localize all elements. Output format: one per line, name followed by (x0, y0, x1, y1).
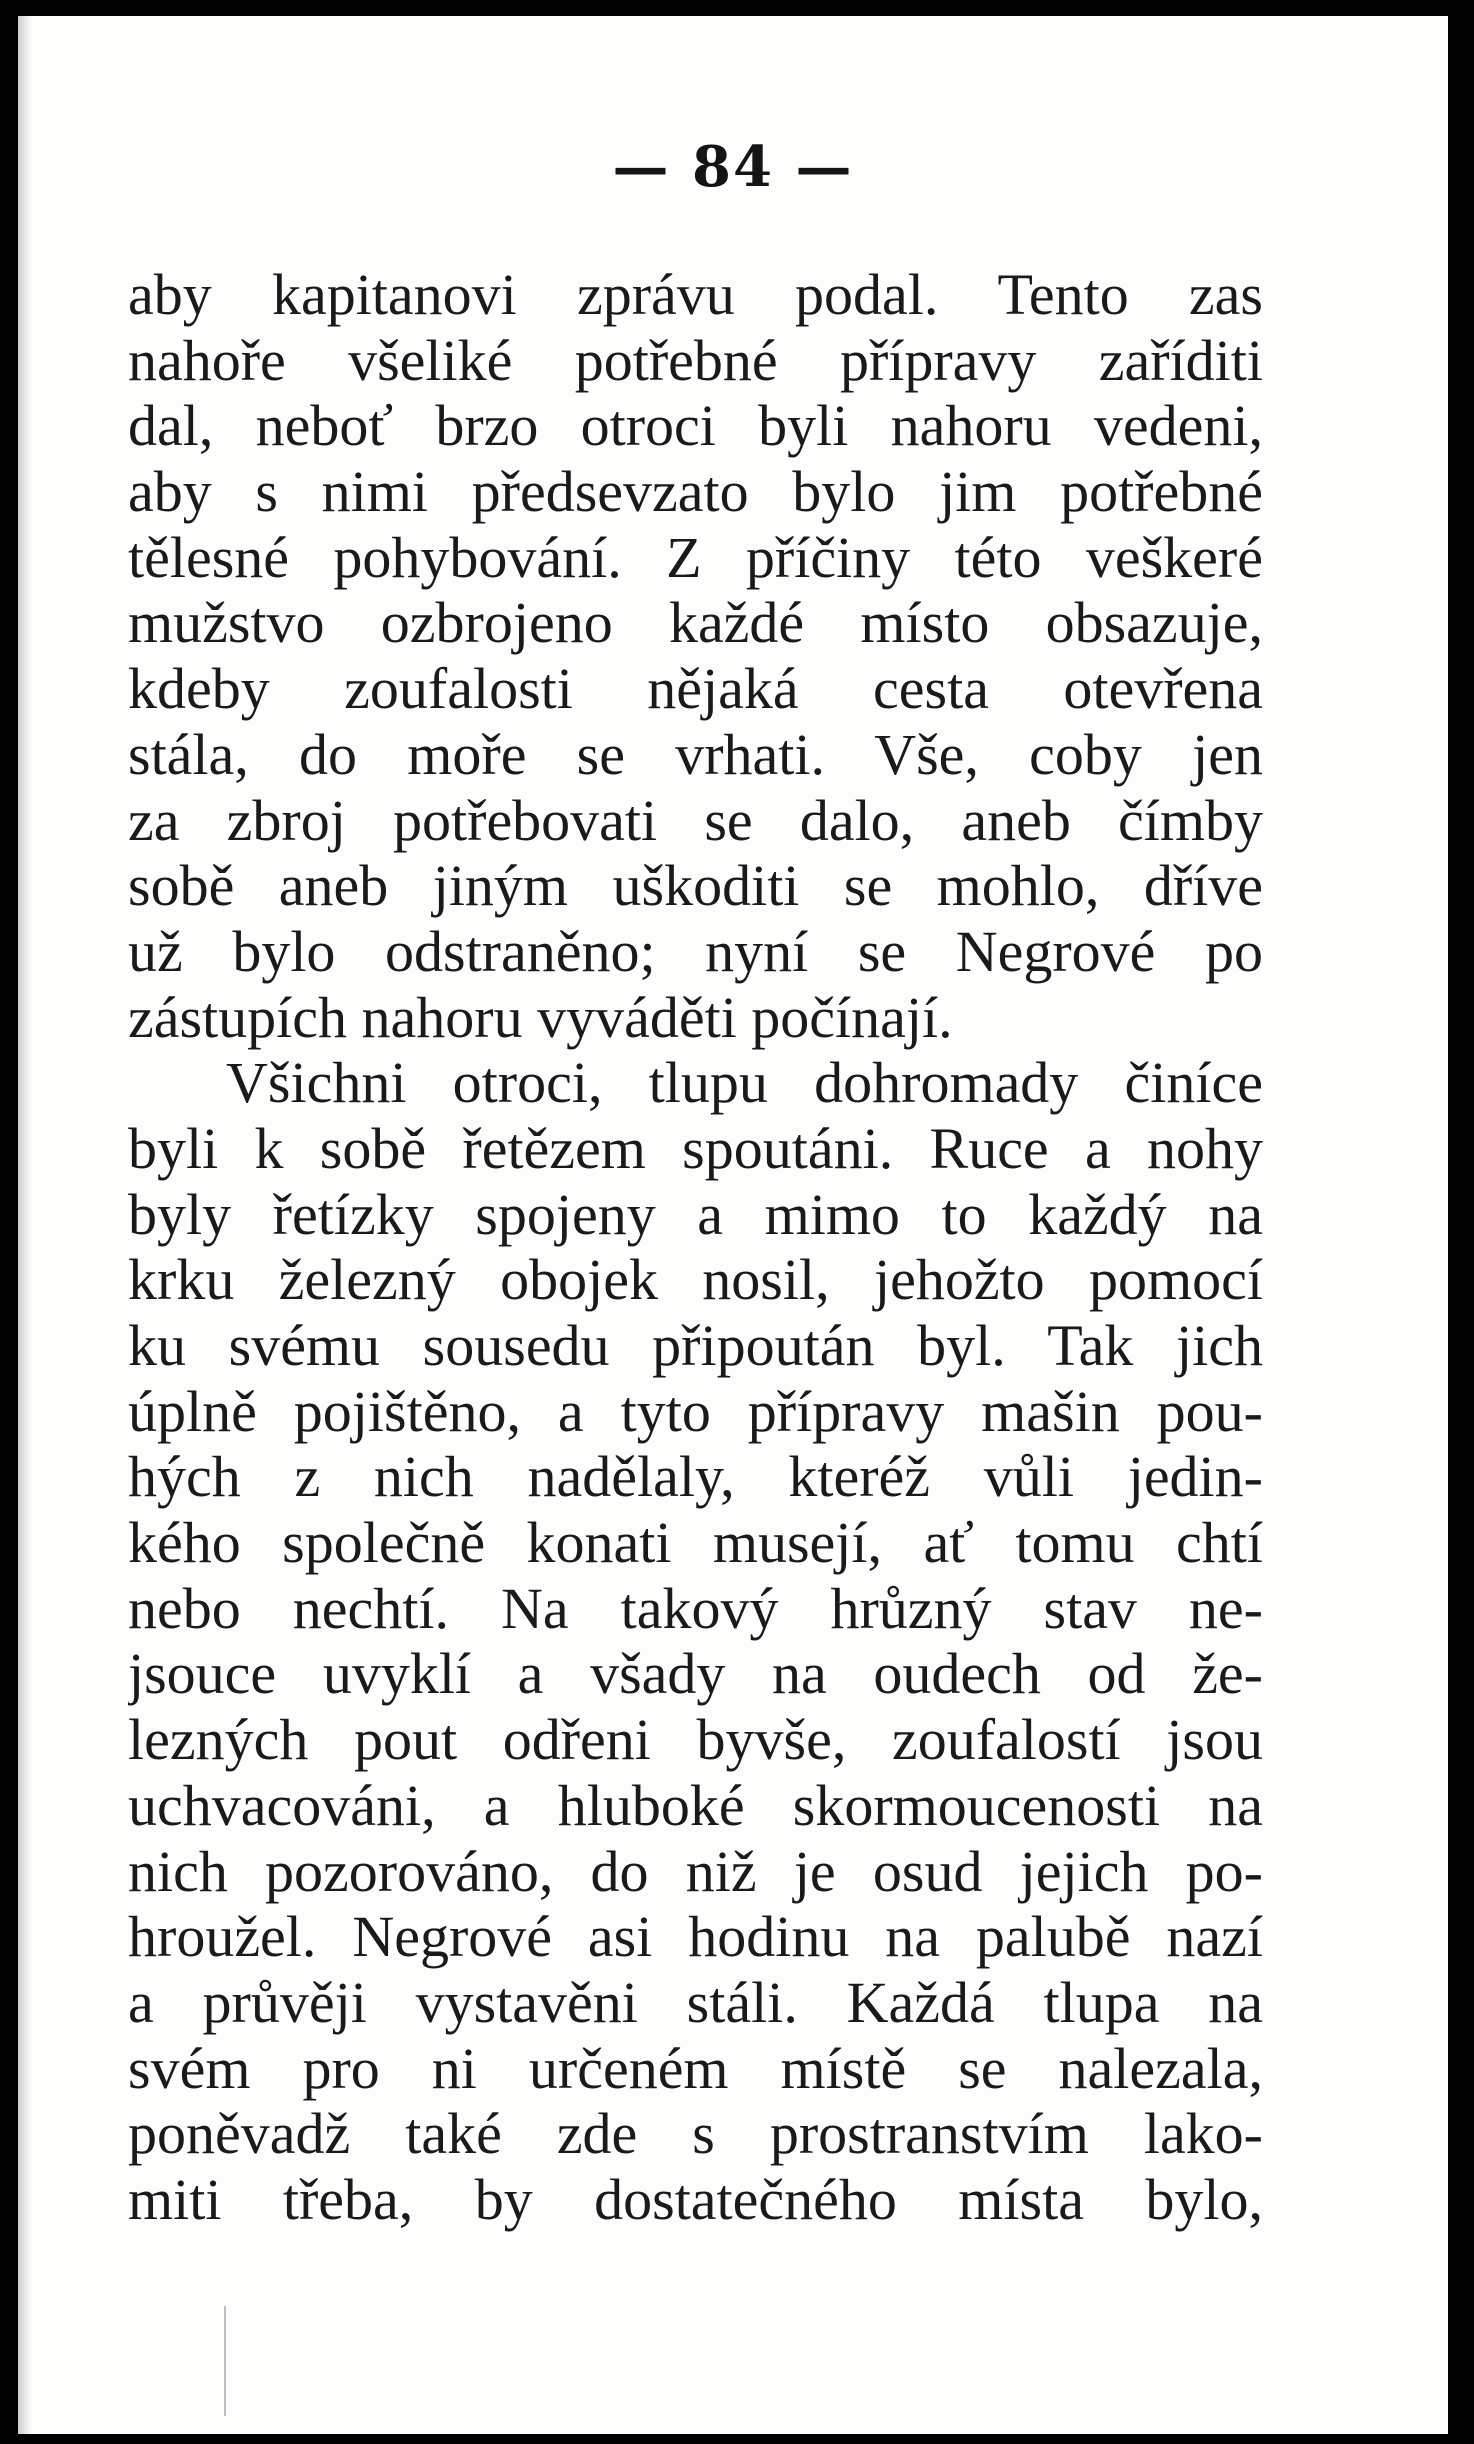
text-line: hroužel. Negrové asi hodinu na palubě nazí (128, 1904, 1263, 1970)
text-line: kého společně konati musejí, ať tomu chtí (128, 1510, 1263, 1576)
text-line: sobě aneb jiným uškoditi se mohlo, dříve (128, 853, 1263, 919)
text-line: miti třeba, by dostatečného místa bylo, (128, 2166, 1263, 2232)
text-line: ku svému sousedu připoután byl. Tak jich (128, 1313, 1263, 1378)
book-page (18, 16, 1448, 2434)
text-line: stála, do moře se vrhati. Vše, coby jen (128, 721, 1263, 787)
text-line: kdeby zoufalosti nějaká cesta otevřena (128, 656, 1263, 722)
text-line: aby s nimi předsevzato bylo jim potřebné (128, 459, 1263, 525)
page-edge-shadow (18, 16, 32, 2434)
text-line: nahoře všeliké potřebné přípravy zaříditi (128, 327, 1263, 393)
text-line: poněvadž také zde s prostranstvím lako- (128, 2101, 1263, 2167)
text-line: byli k sobě řetězem spoutáni. Ruce a nohy (128, 1115, 1263, 1181)
text-line: jsouce uvyklí a všady na oudech od že- (128, 1641, 1263, 1707)
text-line: tělesné pohybování. Z příčiny této veškeré (128, 524, 1263, 590)
text-line: svém pro ni určeném místě se nalezala, (128, 2035, 1263, 2101)
text-line: zástupích nahoru vyváděti počínají. (128, 984, 953, 1050)
text-line: úplně pojištěno, a tyto přípravy mašin pou- (128, 1378, 1263, 1444)
text-line: lezných pout odřeni byvše, zoufalostí jsou (128, 1707, 1263, 1773)
page-number: — 84 — (612, 134, 854, 200)
text-line: nebo nechtí. Na takový hrůzný stav ne- (128, 1575, 1263, 1641)
text-line: krku železný obojek nosil, jehožto pomocí (128, 1247, 1263, 1313)
text-line: byly řetízky spojeny a mimo to každý na (128, 1181, 1263, 1247)
text-line: Všichni otroci, tlupu dohromady činíce (226, 1050, 1263, 1116)
text-line: a průvěji vystavěni stáli. Každá tlupa na (128, 1969, 1263, 2035)
text-line: uchvacováni, a hluboké skormoucenosti na (128, 1772, 1263, 1838)
body-text (128, 262, 1263, 2233)
text-line: aby kapitanovi zprávu podal. Tento zas (128, 262, 1263, 327)
scan-artifact (224, 2306, 226, 2416)
text-line: už bylo odstraněno; nyní se Negrové po (128, 918, 1263, 984)
text-line: mužstvo ozbrojeno každé místo obsazuje, (128, 590, 1263, 656)
text-line: dal, neboť brzo otroci byli nahoru vedeni, (128, 393, 1263, 459)
text-line: hých z nich nadělaly, kteréž vůli jedin- (128, 1444, 1263, 1510)
text-line: za zbroj potřebovati se dalo, aneb čímby (128, 787, 1263, 853)
text-line: nich pozorováno, do niž je osud jejich po- (128, 1838, 1263, 1904)
